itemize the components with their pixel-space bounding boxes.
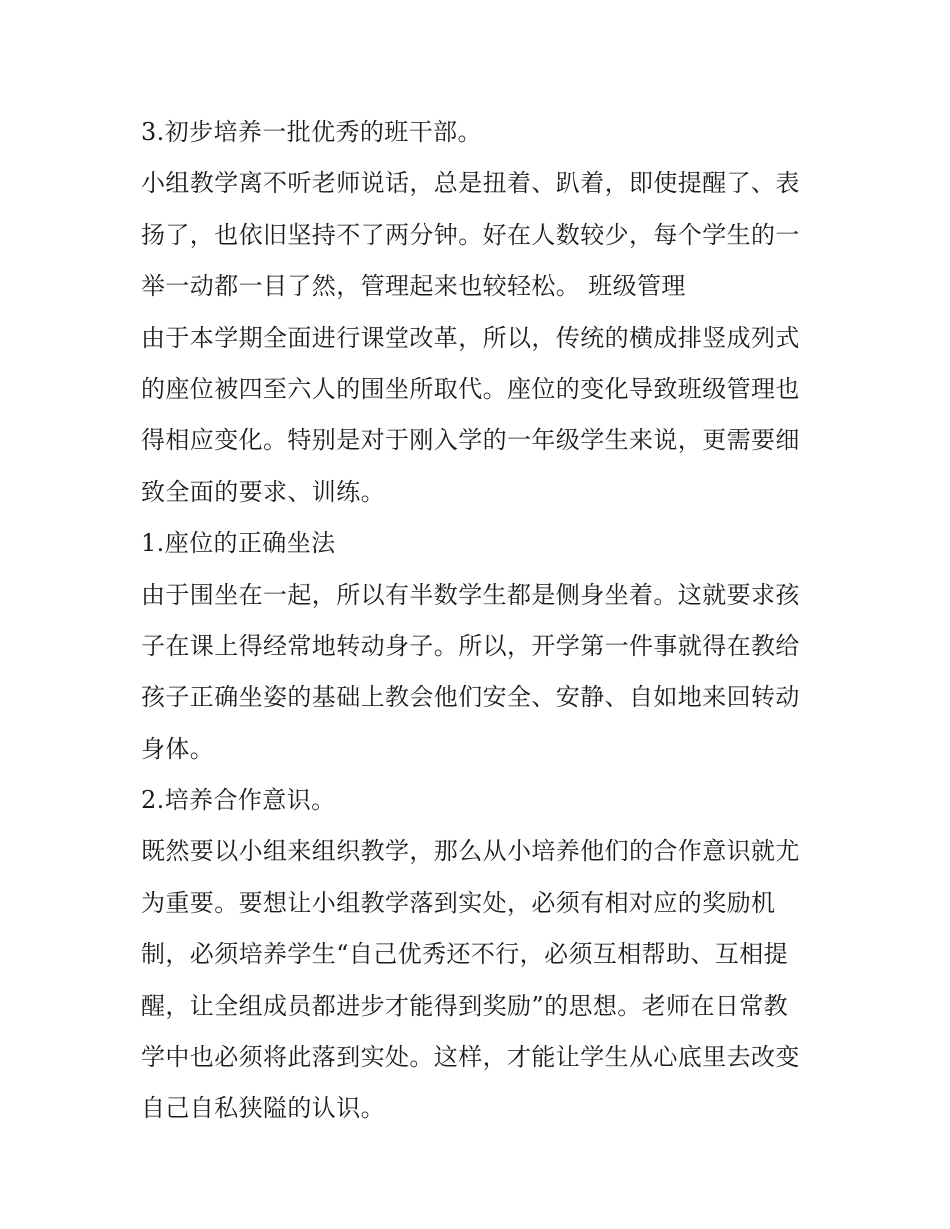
paragraph-line: 孩子正确坐姿的基础上教会他们安全、安静、自如地来回转动 xyxy=(141,683,800,712)
paragraph-line: 既然要以小组来组织教学，那么从小培养他们的合作意识就尤 xyxy=(141,837,800,866)
paragraph-line: 自己自私狭隘的认识。 xyxy=(141,1094,385,1123)
paragraph-line: 小组教学离不听老师说话，总是扭着、趴着，即使提醒了、表 xyxy=(141,169,800,198)
paragraph-line: 为重要。要想让小组教学落到实处，必须有相对应的奖励机 xyxy=(141,888,776,917)
paragraph-line: 学中也必须将此落到实处。这样，才能让学生从心底里去改变 xyxy=(141,1043,800,1072)
document-body xyxy=(141,107,813,1135)
paragraph-line: 身体。 xyxy=(141,734,215,763)
paragraph-line: 由于围坐在一起，所以有半数学生都是侧身坐着。这就要求孩 xyxy=(141,580,800,609)
paragraph-line: 醒，让全组成员都进步才能得到奖励”的思想。老师在日常教 xyxy=(141,991,789,1020)
paragraph-line: 由于本学期全面进行课堂改革，所以，传统的横成排竖成列式 xyxy=(141,323,800,352)
heading-seating: 1.座位的正确坐法 xyxy=(141,529,336,558)
paragraph-line: 得相应变化。特别是对于刚入学的一年级学生来说，更需要细 xyxy=(141,426,800,455)
heading-cooperation: 2.培养合作意识。 xyxy=(141,786,336,815)
heading-class-cadre: 3.初步培养一批优秀的班干部。 xyxy=(141,118,482,146)
paragraph-line: 致全面的要求、训练。 xyxy=(141,477,385,506)
paragraph-line: 制，必须培养学生“自己优秀还不行，必须互相帮助、互相提 xyxy=(141,940,789,969)
paragraph-line: 扬了，也依旧坚持不了两分钟。好在人数较少，每个学生的一 xyxy=(141,220,800,249)
paragraph-line: 子在课上得经常地转动身子。所以，开学第一件事就得在教给 xyxy=(141,631,800,660)
paragraph-line: 的座位被四至六人的围坐所取代。座位的变化导致班级管理也 xyxy=(141,374,800,403)
paragraph-line: 举一动都一目了然，管理起来也较轻松。 班级管理 xyxy=(141,272,686,301)
